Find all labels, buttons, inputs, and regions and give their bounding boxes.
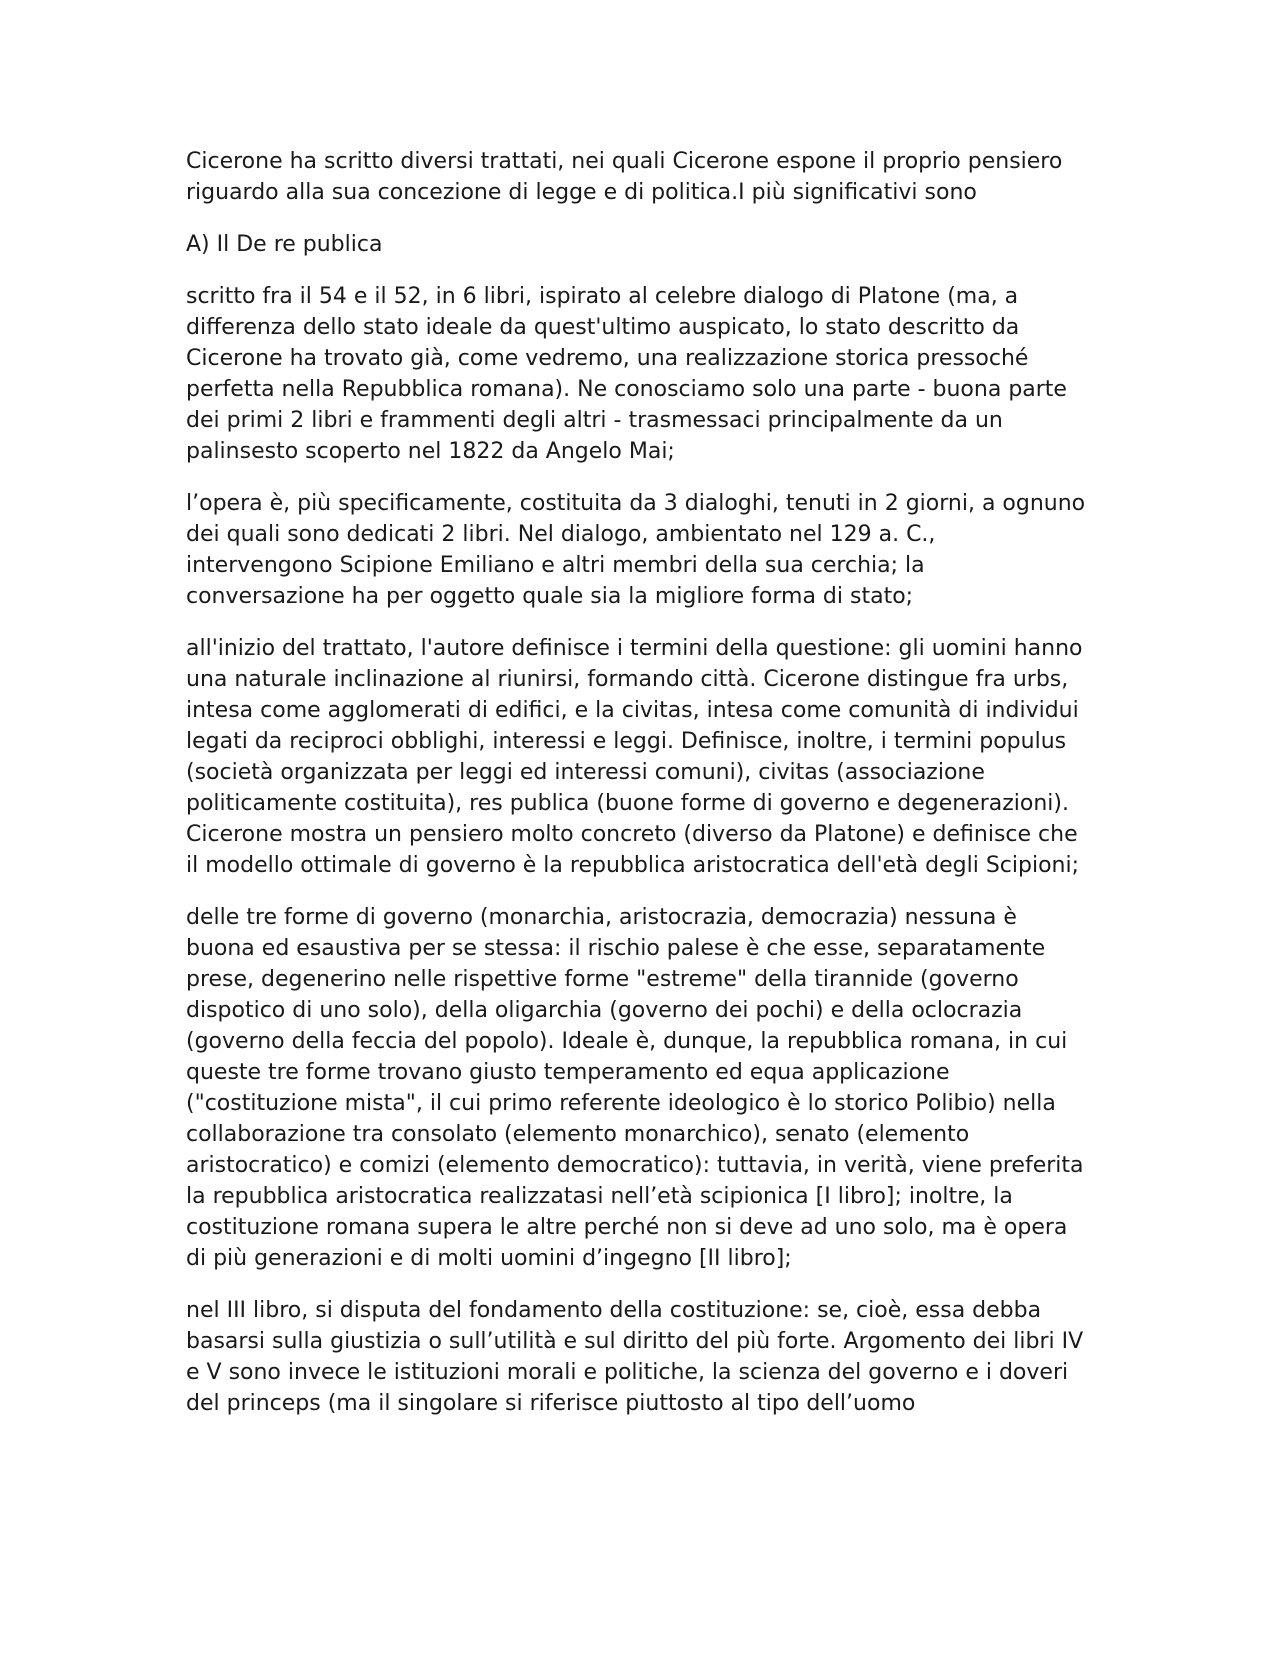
body-paragraph: nel III libro, si disputa del fondamento della costituzione: se, cioè, essa debba basarsi sulla giustizia o sull’utilità e sul diritto del più forte. Argomento dei libri IV e V sono invece le istituzioni morali e politiche, la scienza del governo e i doveri del princeps (ma il singolare si riferisce piuttosto al tipo dell’uomo (186, 1298, 1084, 1416)
intro-paragraph: Cicerone ha scritto diversi trattati, nei quali Cicerone espone il proprio pensiero riguardo alla sua concezione di legge e di politica.I più significativi sono (186, 149, 1063, 205)
body-paragraph: scritto fra il 54 e il 52, in 6 libri, ispirato al celebre dialogo di Platone (ma, a differenza dello stato ideale da quest'ultimo auspicato, lo stato descritto da Cicerone ha trovato già, come vedremo, una realizzazione storica pressoché perfetta nella Repubblica romana). Ne conosciamo solo una parte - buona parte dei primi 2 libri e frammenti degli altri - trasmessaci principalmente da un palinsesto scoperto nel 1822 da Angelo Mai; (186, 284, 1067, 464)
body-paragraph: l’opera è, più specificamente, costituita da 3 dialoghi, tenuti in 2 giorni, a ognuno dei quali sono dedicati 2 libri. Nel dialogo, ambientato nel 129 a. C., intervengono Scipione Emiliano e altri membri della sua cerchia; la conversazione ha per oggetto quale sia la migliore forma di stato; (186, 491, 1086, 609)
body-paragraph: delle tre forme di governo (monarchia, aristocrazia, democrazia) nessuna è buona ed esaustiva per se stessa: il rischio palese è che esse, separatamente prese, degenerino nelle rispettive forme "estreme" della tirannide (governo dispotico di uno solo), della oligarchia (governo dei pochi) e della oclocrazia (governo della feccia del popolo). Ideale è, dunque, la repubblica romana, in cui queste tre forme trovano giusto temperamento ed equa applicazione ("costituzione mista", il cui primo referente ideologico è lo storico Polibio) nella collaborazione tra consolato (elemento monarchico), senato (elemento aristocratico) e comizi (elemento democratico): tuttavia, in verità, viene preferita la repubblica aristocratica realizzatasi nell’età scipionica [I libro]; inoltre, la costituzione romana supera le altre perché non si deve ad uno solo, ma è opera di più generazioni e di molti uomini d’ingegno [II libro]; (186, 905, 1084, 1271)
section-heading: A) Il De re publica (186, 232, 383, 257)
document-body (186, 146, 1086, 1440)
body-paragraph: all'inizio del trattato, l'autore definisce i termini della questione: gli uomini hanno una naturale inclinazione al riunirsi, formando città. Cicerone distingue fra urbs, intesa come agglomerati di edifici, e la civitas, intesa come comunità di individui legati da reciproci obblighi, interessi e leggi. Definisce, inoltre, i termini populus (società organizzata per leggi ed interessi comuni), civitas (associazione politicamente costituita), res publica (buone forme di governo e degenerazioni). Cicerone mostra un pensiero molto concreto (diverso da Platone) e definisce che il modello ottimale di governo è la repubblica aristocratica dell'età degli Scipioni; (186, 636, 1083, 878)
